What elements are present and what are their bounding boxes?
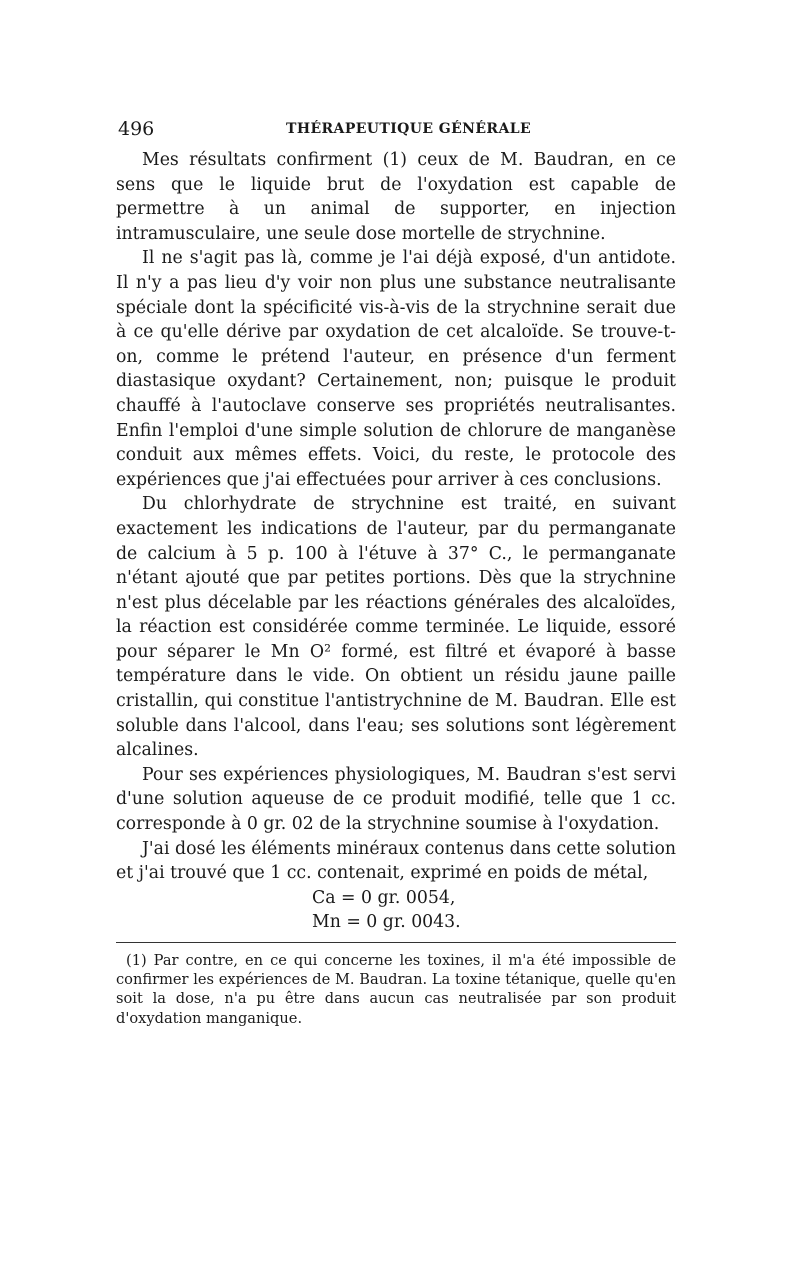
- paragraph-3: Du chlorhydrate de strychnine est traité, en suivant exactement les indications de l'auteur, par du permanganate de calcium à 5 p. 100 à l'étuve à 37° C., le permanganate n'étant ajouté que par petites portions. Dès que la strychnine n'est plus décelable par les réactions générales des alcaloïdes, la réaction est considérée comme terminée. Le liquide, essoré pour séparer le Mn O² formé, est filtré et évaporé à basse température dans le vide. On obtient un résidu jaune paille cristallin, qui constitue l'antistrychnine de M. Baudran. Elle est soluble dans l'alcool, dans l'eau; ses solutions sont légèrement alcalines.: [116, 494, 676, 761]
- formula-line-ca: Ca = 0 gr. 0054,: [312, 887, 456, 908]
- paragraph-4: Pour ses expériences physiologiques, M. Baudran s'est servi d'une solution aqueuse de ce produit modifié, telle que 1 cc. corresponde à 0 gr. 02 de la strychnine soumise à l'oxydation.: [116, 764, 676, 835]
- page-header: [116, 116, 676, 142]
- footnote: [116, 951, 676, 1028]
- book-page: [116, 116, 676, 1028]
- page-number: 496: [118, 118, 155, 140]
- paragraph-5: J'ai dosé les éléments minéraux contenus dans cette solution et j'ai trouvé que 1 cc. contenait, exprimé en poids de métal,: [116, 838, 676, 884]
- paragraph-2: Il ne s'agit pas là, comme je l'ai déjà exposé, d'un antidote. Il n'y a pas lieu d'y voir non plus une substance neutralisante spéciale dont la spécificité vis-à-vis de la strychnine serait due à ce qu'elle dérive par oxydation de cet alcaloïde. Se trouve-t-on, comme le prétend l'auteur, en présence d'un ferment diastasique oxydant? Certainement, non; puisque le produit chauffé à l'autoclave conserve ses propriétés neutralisantes. Enfin l'emploi d'une simple solution de chlorure de manganèse conduit aux mêmes effets. Voici, du reste, le protocole des expériences que j'ai effectuées pour arriver à ces conclusions.: [116, 248, 676, 490]
- formula-line-mn: Mn = 0 gr. 0043.: [312, 912, 461, 933]
- body-text: [116, 148, 676, 886]
- footnote-text: (1) Par contre, en ce qui concerne les toxines, il m'a été impossible de confirmer les expériences de M. Baudran. La toxine tétanique, quelle qu'en soit la dose, n'a pu être dans aucun cas neutralisée par son produit d'oxydation manganique.: [116, 952, 676, 1027]
- paragraph-1: Mes résultats confirment (1) ceux de M. Baudran, en ce sens que le liquide brut de l'oxydation est capable de permettre à un animal de supporter, en injection intramusculaire, une seule dose mortelle de strychnine.: [116, 150, 676, 244]
- running-title: THÉRAPEUTIQUE GÉNÉRALE: [286, 121, 532, 137]
- formula-block: [116, 886, 676, 935]
- footnote-divider: [116, 942, 676, 943]
